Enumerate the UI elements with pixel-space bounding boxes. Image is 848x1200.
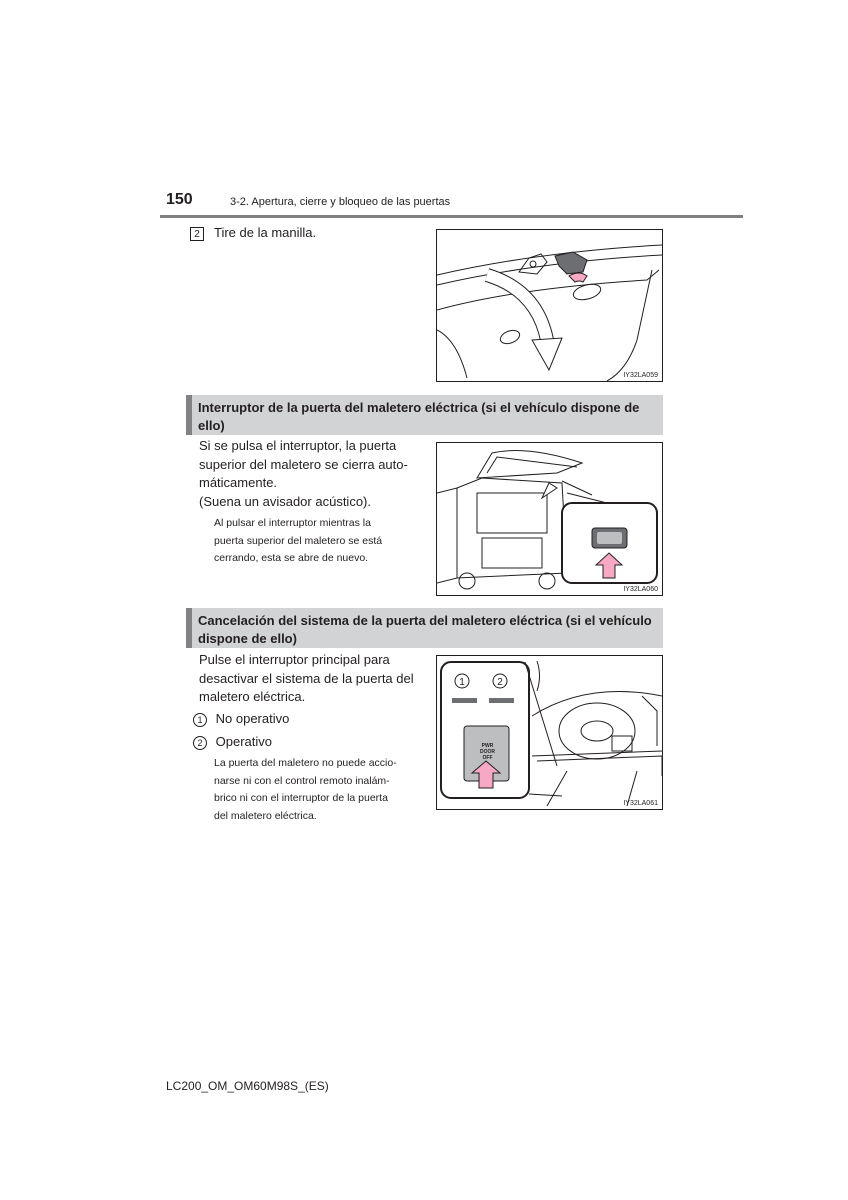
section1-note [214,515,423,568]
list-item-1 [193,711,289,727]
body-line: (Suena un avisador acústico). [199,493,371,509]
section2-body [199,651,423,707]
figure-back-door-switch [436,442,663,596]
svg-text:2: 2 [497,677,503,688]
section1-body [199,437,423,511]
section-title: 3-2. Apertura, cierre y bloqueo de las puertas [230,196,451,208]
body-line: desactivar el sistema de la puerta del [199,670,414,686]
item-label: No operativo [215,711,290,726]
figure-code: IY32LA060 [623,586,658,593]
step-text: Tire de la manilla. [214,225,317,240]
note-line: puerta superior del maletero se está [214,534,383,547]
body-line: Si se pulsa el interruptor, la puerta [199,438,397,453]
document-code: LC200_OM_OM60M98S_(ES) [166,1079,329,1093]
body-line: superior del maletero se cierra auto- [199,456,408,472]
header-rule [160,215,743,218]
figure-door-handle [436,229,663,382]
door-handle-illustration [437,230,662,381]
note-line: brico ni con el interruptor de la puerta [214,792,388,804]
note-line: cerrando, esta se abre de nuevo. [214,552,369,564]
switch-label: PWR DOOR OFF [480,743,495,761]
section-heading-system-cancel: Cancelación del sistema de la puerta del maletero eléctrica (si el vehículo dispone de ello) [186,608,663,648]
section2-note [214,755,423,825]
figure-code: IY32LA059 [623,372,658,379]
page-number: 150 [166,191,193,208]
body-line: maletero eléctrica. [199,689,306,704]
back-door-illustration [437,443,662,595]
note-line: Al pulsar el interruptor mientras la [214,517,371,529]
item-number-circle: 2 [193,736,207,750]
step-number-box: 2 [190,227,204,241]
figure-main-switch [436,655,663,810]
svg-text:1: 1 [459,677,465,688]
note-line: narse ni con el control remoto inalám- [214,774,390,787]
note-line: La puerta del maletero no puede accio- [214,757,397,769]
body-line: máticamente. [199,475,278,490]
section-heading-power-back-door-switch: Interruptor de la puerta del maletero eléctrica (si el vehículo dispone de ello) [186,395,663,435]
list-item-2 [193,734,272,750]
item-number-circle: 1 [193,713,207,727]
body-line: Pulse el interruptor principal para [199,652,390,667]
dashboard-illustration [437,656,662,809]
item-label: Operativo [215,734,272,749]
note-line: del maletero eléctrica. [214,809,317,822]
figure-code: IY32LA061 [623,800,658,807]
